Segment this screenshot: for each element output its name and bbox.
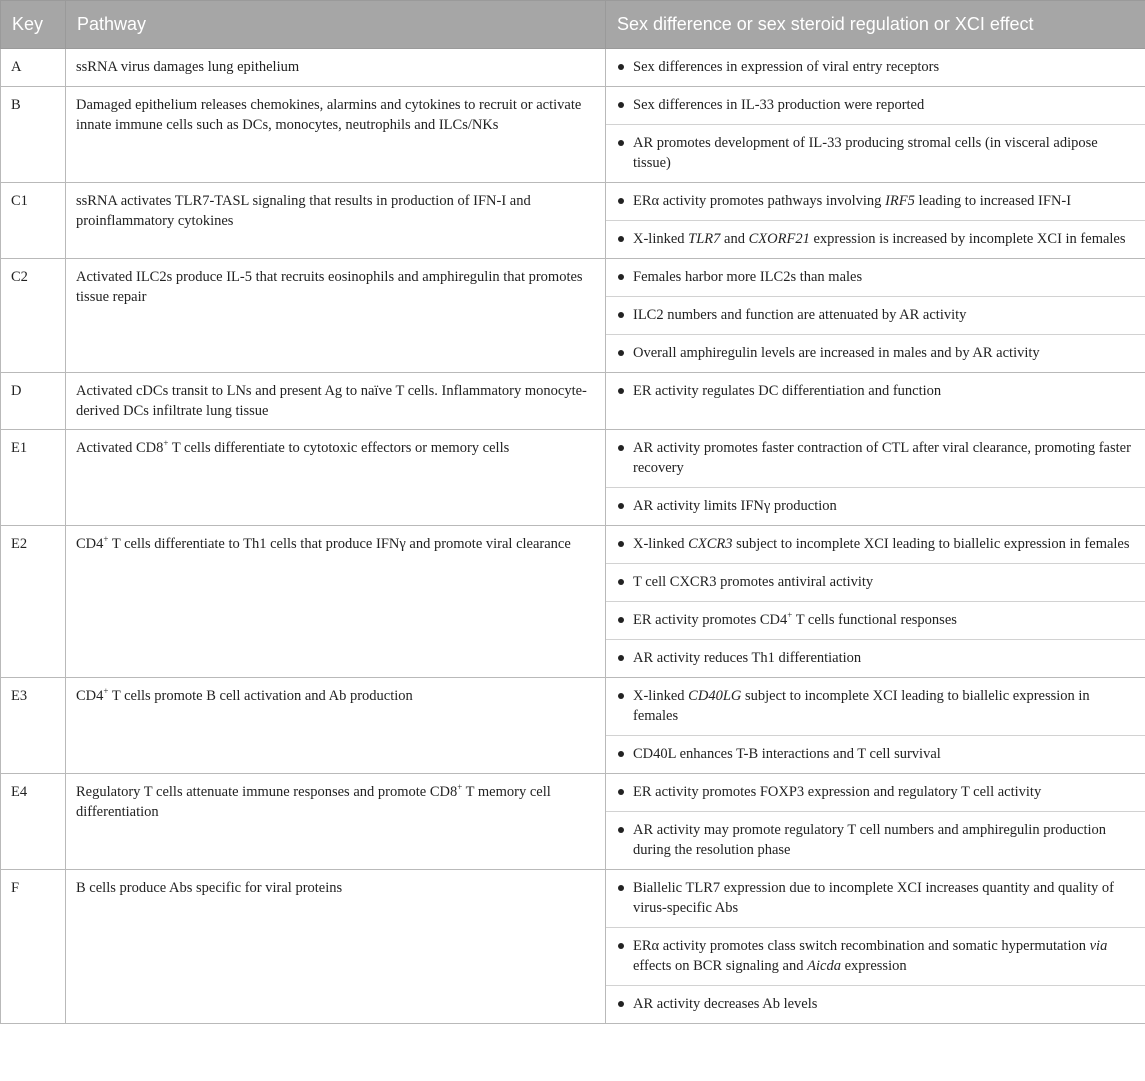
row-pathway: Activated CD8+ T cells differentiate to cytotoxic effectors or memory cells [66,430,606,526]
effect-bullet: ER activity regulates DC differentiation and function [606,373,1145,410]
row-pathway: Activated ILC2s produce IL-5 that recruits eosinophils and amphiregulin that promotes tissue repair [66,259,606,373]
effect-bullet: ER activity promotes FOXP3 expression and regulatory T cell activity [606,774,1145,811]
table-row [1,259,1145,373]
row-key: A [1,49,66,87]
row-effects [606,373,1145,430]
row-effects [606,87,1145,183]
row-effects [606,430,1145,526]
row-key: E4 [1,774,66,870]
row-pathway: Damaged epithelium releases chemokines, alarmins and cytokines to recruit or activate innate immune cells such as DCs, monocytes, neutrophils and ILCs/NKs [66,87,606,183]
effect-bullet: AR activity may promote regulatory T cell numbers and amphiregulin production during the resolution phase [606,811,1145,869]
row-key: E3 [1,678,66,774]
row-key: C1 [1,183,66,259]
effect-bullet: AR activity promotes faster contraction of CTL after viral clearance, promoting faster recovery [606,430,1145,487]
effect-bullet: Sex differences in IL-33 production were reported [606,87,1145,124]
header-row [1,1,1145,49]
row-pathway: CD4+ T cells differentiate to Th1 cells that produce IFNγ and promote viral clearance [66,526,606,678]
effect-bullet: AR activity decreases Ab levels [606,985,1145,1023]
row-key: E1 [1,430,66,526]
table-body [1,49,1145,1024]
effect-bullet: ILC2 numbers and function are attenuated by AR activity [606,296,1145,334]
row-effects [606,678,1145,774]
row-key: E2 [1,526,66,678]
row-pathway: Regulatory T cells attenuate immune responses and promote CD8+ T memory cell differentiation [66,774,606,870]
effect-bullet: AR promotes development of IL-33 producing stromal cells (in visceral adipose tissue) [606,124,1145,182]
effect-bullet: AR activity limits IFNγ production [606,487,1145,525]
row-effects [606,49,1145,87]
row-effects [606,183,1145,259]
row-key: F [1,870,66,1024]
table-row [1,526,1145,678]
row-effects [606,259,1145,373]
effect-bullet: X-linked CD40LG subject to incomplete XCI leading to biallelic expression in females [606,678,1145,735]
row-pathway: CD4+ T cells promote B cell activation and Ab production [66,678,606,774]
effect-bullet: ER activity promotes CD4+ T cells functional responses [606,601,1145,639]
row-key: C2 [1,259,66,373]
table-row [1,183,1145,259]
row-key: B [1,87,66,183]
effect-bullet: T cell CXCR3 promotes antiviral activity [606,563,1145,601]
table-row [1,49,1145,87]
row-pathway: Activated cDCs transit to LNs and present Ag to naïve T cells. Inflammatory monocyte-derived DCs infiltrate lung tissue [66,373,606,430]
table-row [1,870,1145,1024]
effect-bullet: Sex differences in expression of viral entry receptors [606,49,1145,86]
effect-bullet: X-linked TLR7 and CXORF21 expression is increased by incomplete XCI in females [606,220,1145,258]
row-pathway: ssRNA virus damages lung epithelium [66,49,606,87]
effect-bullet: CD40L enhances T-B interactions and T cell survival [606,735,1145,773]
table-row [1,373,1145,430]
table-row [1,430,1145,526]
row-pathway: ssRNA activates TLR7-TASL signaling that results in production of IFN-I and proinflammatory cytokines [66,183,606,259]
row-key: D [1,373,66,430]
header-key: Key [1,1,66,49]
row-effects [606,774,1145,870]
row-effects [606,870,1145,1024]
header-pathway: Pathway [66,1,606,49]
table-row [1,87,1145,183]
effect-bullet: AR activity reduces Th1 differentiation [606,639,1145,677]
header-effect: Sex difference or sex steroid regulation or XCI effect [606,1,1145,49]
effect-bullet: Biallelic TLR7 expression due to incomplete XCI increases quantity and quality of virus-specific Abs [606,870,1145,927]
effect-bullet: Females harbor more ILC2s than males [606,259,1145,296]
row-pathway: B cells produce Abs specific for viral proteins [66,870,606,1024]
effect-bullet: ERα activity promotes class switch recombination and somatic hypermutation via effects on BCR signaling and Aicda expression [606,927,1145,985]
effect-bullet: X-linked CXCR3 subject to incomplete XCI leading to biallelic expression in females [606,526,1145,563]
table-header [1,1,1145,49]
table-row [1,774,1145,870]
table-row [1,678,1145,774]
effect-bullet: ERα activity promotes pathways involving IRF5 leading to increased IFN-I [606,183,1145,220]
effect-bullet: Overall amphiregulin levels are increased in males and by AR activity [606,334,1145,372]
row-effects [606,526,1145,678]
